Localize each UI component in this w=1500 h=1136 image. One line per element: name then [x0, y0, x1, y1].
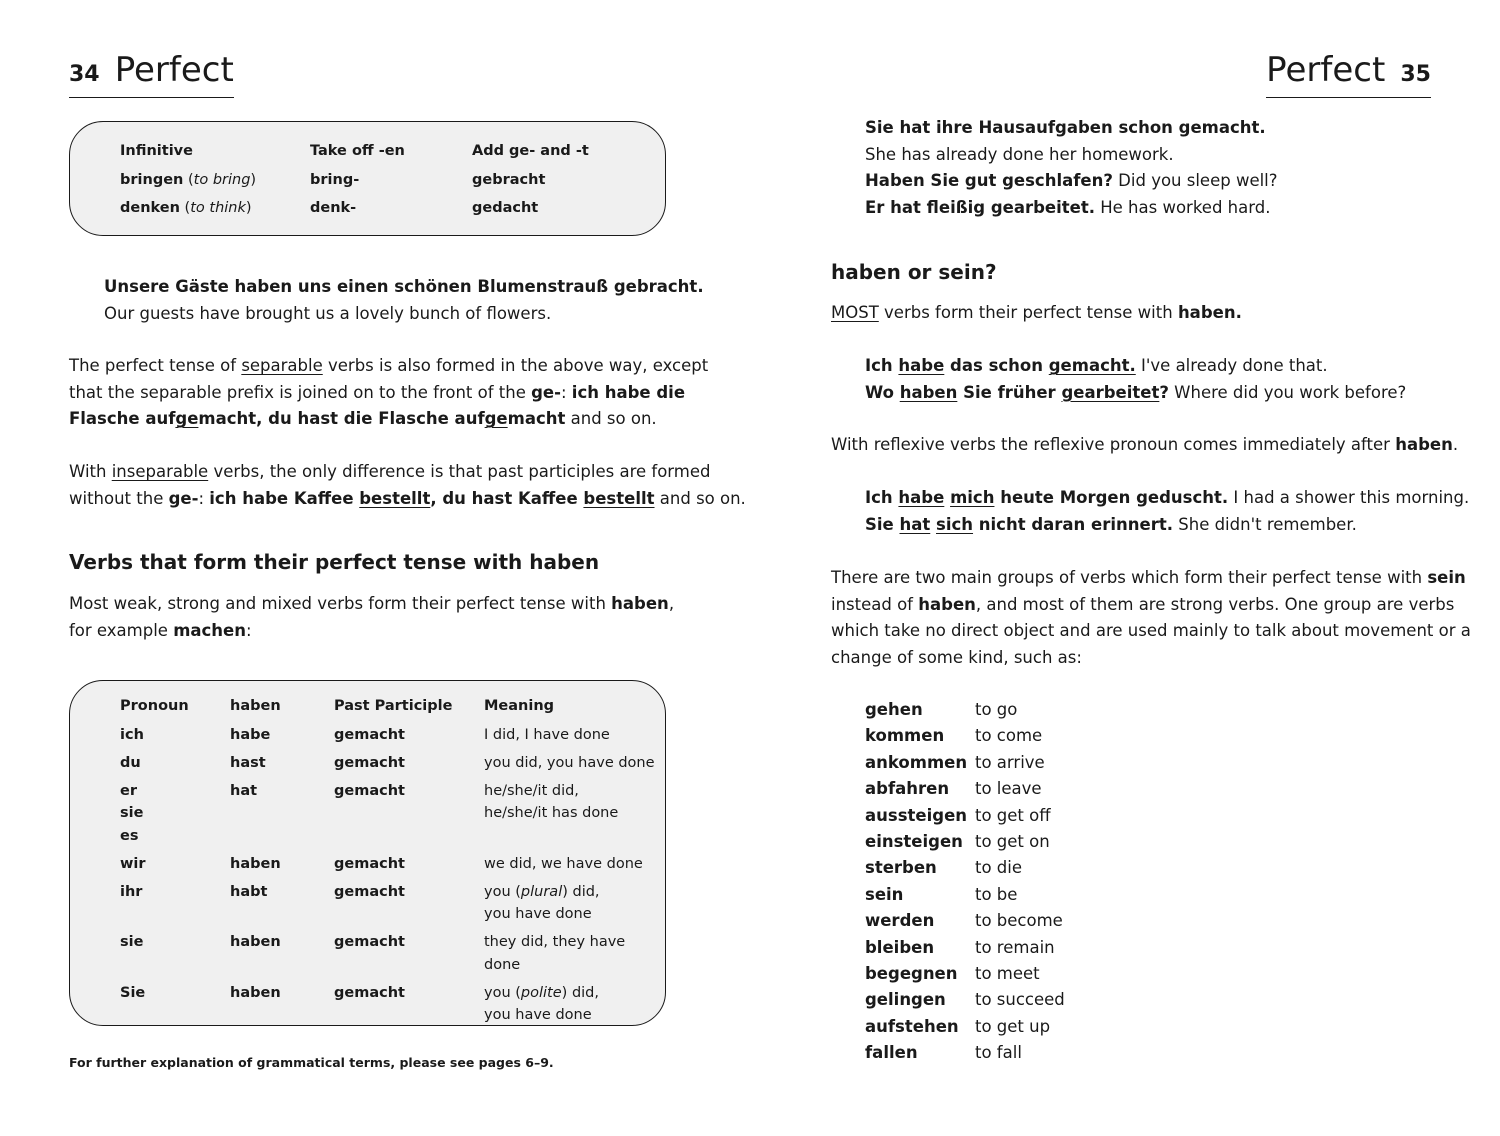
stem-cell: bring- — [310, 171, 360, 188]
participle-cell: gemacht — [334, 754, 405, 771]
paragraph-inseparable: With inseparable verbs, the only difference is that past participles are formed without the ge-: ich habe Kaffee bestellt, du hast Kaffee bestellt and so on. — [69, 462, 746, 508]
verb-english: to succeed — [975, 990, 1065, 1010]
verb-german: gelingen — [865, 990, 946, 1010]
verb-german: kommen — [865, 726, 945, 746]
list-item — [865, 697, 1065, 723]
list-item — [865, 908, 1065, 934]
verb-english: to get on — [975, 831, 1050, 851]
verb-german: ankommen — [865, 752, 968, 772]
paragraph-sein: There are two main groups of verbs which form their perfect tense with sein instead of haben, and most of them are strong verbs. One group are verbs which take no direct object and are used mainly to talk about movement or a change of some kind, such as: — [831, 568, 1471, 667]
haben-cell: habt — [230, 883, 268, 900]
pronoun-cell: sie — [120, 934, 144, 950]
haben-cell: hast — [230, 754, 266, 771]
participle-cell: gemacht — [334, 984, 405, 1001]
list-item — [865, 855, 1065, 881]
participle-cell: gemacht — [334, 782, 405, 799]
table-header-row — [120, 695, 665, 724]
participle-cell: gebracht — [472, 171, 546, 188]
list-item — [865, 935, 1065, 961]
table-row — [120, 169, 589, 197]
list-item — [865, 882, 1065, 908]
participle-cell: gedacht — [472, 199, 539, 216]
pronoun-cell: ich — [120, 726, 144, 743]
example-sentences-reflexive: Ich habe mich heute Morgen geduscht. I had a shower this morning. Sie hat sich nicht daran erinnert. She didn't remember. — [865, 488, 1470, 534]
table-row — [120, 197, 589, 225]
paragraph-reflexive: With reflexive verbs the reflexive pronoun comes immediately after haben. — [831, 435, 1459, 454]
page-title: Perfect — [114, 50, 234, 90]
verb-german: aussteigen — [865, 805, 968, 825]
pronoun-cell: ihr — [120, 883, 143, 900]
meaning-cell: he/she/it did, he/she/it has done — [484, 782, 619, 821]
table-row — [120, 724, 665, 752]
verb-english: to remain — [975, 937, 1055, 957]
verb-english: to arrive — [975, 752, 1045, 772]
paragraph-separable: The perfect tense of separable verbs is also formed in the above way, except that the separable prefix is joined on to the front of the ge-: ich habe die Flasche aufgemacht, du hast die Flasche aufgemacht and so on. — [69, 356, 709, 428]
page-header-right — [1266, 50, 1431, 98]
verb-german: sterben — [865, 858, 937, 878]
table-row — [120, 881, 665, 932]
participle-cell: gemacht — [334, 934, 405, 950]
section-heading: Verbs that form their perfect tense with haben — [69, 550, 600, 574]
section-heading: haben or sein? — [831, 260, 997, 284]
verb-german: gehen — [865, 700, 923, 719]
stem-cell: denk- — [310, 199, 357, 216]
verb-english: to come — [975, 726, 1043, 746]
verb-german: einsteigen — [865, 831, 963, 851]
example-sentence: Unsere Gäste haben uns einen schönen Blumenstrauß gebracht. Our guests have brought us a lovely bunch of flowers. — [104, 277, 704, 323]
header-cell: Pronoun — [120, 698, 189, 714]
pronoun-cell: er sie es — [120, 782, 144, 844]
table-row — [120, 982, 665, 1033]
haben-cell: haben — [230, 984, 281, 1001]
verb-german: sein — [865, 884, 904, 904]
header-cell: Infinitive — [120, 143, 193, 159]
participle-cell: gemacht — [334, 883, 405, 900]
infinitive-cell: denken (to think) — [120, 199, 252, 216]
list-item — [865, 829, 1065, 855]
verb-english: to be — [975, 884, 1018, 904]
footer-note: For further explanation of grammatical terms, please see pages 6–9. — [69, 1055, 554, 1070]
list-item — [865, 961, 1065, 987]
verb-english: to leave — [975, 779, 1042, 799]
meaning-cell: we did, we have done — [484, 855, 643, 872]
haben-cell: haben — [230, 855, 281, 872]
verb-german: werden — [865, 911, 935, 931]
header-cell: Meaning — [484, 698, 555, 714]
verb-german: aufstehen — [865, 1016, 959, 1036]
list-item — [865, 1040, 1065, 1066]
haben-cell: haben — [230, 934, 281, 950]
infinitive-table — [120, 140, 589, 225]
verb-english: to die — [975, 858, 1023, 878]
table-row — [120, 931, 665, 982]
verb-english: to get off — [975, 805, 1051, 825]
right-page — [750, 0, 1500, 1136]
example-sentences-top: Sie hat ihre Hausaufgaben schon gemacht. She has already done her homework. Haben Sie gut geschlafen? Did you sleep well? Er hat fleißig gearbeitet. He has worked hard. — [865, 118, 1278, 217]
verb-list — [865, 697, 1065, 1066]
haben-cell: hat — [230, 782, 258, 799]
header-cell: Add ge- and -t — [472, 143, 589, 159]
paragraph-haben: Most weak, strong and mixed verbs form their perfect tense with haben, for example machen: — [69, 594, 675, 640]
table-row — [120, 853, 665, 881]
verb-english: to meet — [975, 963, 1040, 983]
meaning-cell: they did, they have done — [484, 934, 626, 973]
header-cell: Past Participle — [334, 698, 453, 714]
table-header-row — [120, 140, 589, 169]
participle-cell: gemacht — [334, 855, 405, 872]
paragraph-most: MOST verbs form their perfect tense with haben. — [831, 303, 1242, 322]
page-number: 34 — [69, 62, 100, 87]
table-row — [120, 780, 665, 853]
verb-german: abfahren — [865, 779, 950, 799]
meaning-cell: you did, you have done — [484, 754, 655, 771]
infinitive-cell: bringen (to bring) — [120, 171, 257, 188]
pronoun-cell: wir — [120, 855, 146, 872]
participle-cell: gemacht — [334, 726, 405, 743]
verb-english: to fall — [975, 1043, 1022, 1063]
table-row — [120, 752, 665, 780]
page-header-left — [69, 50, 234, 98]
meaning-cell: you (plural) did, you have done — [484, 883, 600, 922]
verb-english: to become — [975, 911, 1063, 931]
verb-german: fallen — [865, 1043, 918, 1063]
infinitive-table-box — [69, 121, 666, 236]
conjugation-table-box — [69, 680, 666, 1026]
list-item — [865, 1014, 1065, 1040]
list-item — [865, 987, 1065, 1013]
meaning-cell: you (polite) did, you have done — [484, 984, 599, 1023]
haben-cell: habe — [230, 726, 271, 743]
verb-english: to get up — [975, 1016, 1051, 1036]
example-sentences-most: Ich habe das schon gemacht. I've already done that. Wo haben Sie früher gearbeitet? Where did you work before? — [865, 356, 1407, 402]
page-number: 35 — [1400, 62, 1431, 87]
pronoun-cell: Sie — [120, 984, 146, 1001]
pronoun-cell: du — [120, 754, 141, 771]
verb-german: begegnen — [865, 963, 958, 983]
verb-english: to go — [975, 700, 1018, 719]
list-item — [865, 803, 1065, 829]
header-cell: haben — [230, 698, 281, 714]
conjugation-table — [120, 695, 665, 1032]
list-item — [865, 750, 1065, 776]
meaning-cell: I did, I have done — [484, 726, 610, 743]
header-cell: Take off -en — [310, 143, 405, 159]
verb-german: bleiben — [865, 937, 935, 957]
list-item — [865, 723, 1065, 749]
page-title: Perfect — [1266, 50, 1386, 90]
list-item — [865, 776, 1065, 802]
